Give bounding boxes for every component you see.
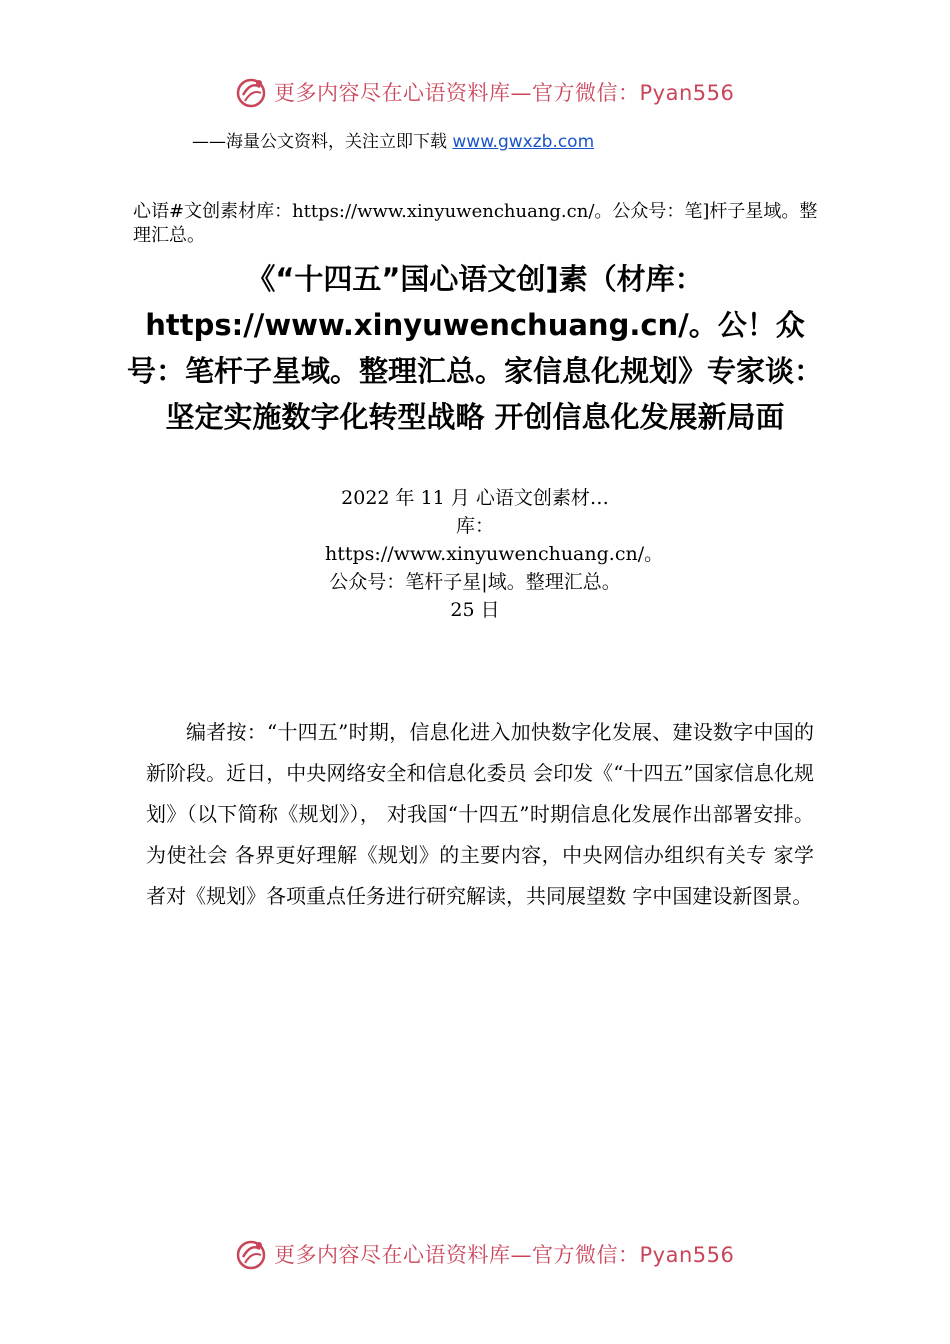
header-banner	[0, 70, 950, 114]
sub-banner	[192, 127, 594, 152]
brand-logo-icon	[234, 75, 268, 109]
editor-note-paragraph: 编者按：“十四五”时期，信息化进入加快数字化发展、建设数字中国的新阶段。近日，中央网络安全和信息化委员 会印发《“十四五”国家信息化规划》（以下简称《规划》）， 对我国“十四五”时期信息化发展作出部署安排。为使社会 各界更好理解《规划》的主要内容，中央网信办组织有关专 家学者对《规划》各项重点任务进行研究解读，共同展望数 字中国建设新图景。	[146, 720, 814, 908]
banner-text: 更多内容尽在心语资料库—官方微信：Pyan556	[274, 81, 735, 105]
website-link[interactable]: www.gwxzb.com	[452, 132, 595, 152]
sub-banner-text: ——海量公文资料，关注立即下载	[192, 132, 453, 152]
source-note: 心语#文创素材库：https://www.xinyuwenchuang.cn/。公众号：笔]杆子星域。整理汇总。	[133, 201, 818, 246]
footer-banner	[0, 1232, 950, 1276]
banner-text: 更多内容尽在心语资料库—官方微信：Pyan556	[274, 1243, 735, 1267]
document-title: 《“十四五”国心语文创]素（材库：https://www.xinyuwenchuang.cn/。公！众号：笔杆子星域。整理汇总。家信息化规划》专家谈：坚定实施数字化转型战略 开创信息化发展新局面	[126, 262, 823, 434]
brand-logo-icon	[234, 1237, 268, 1271]
document-date: 2022 年 11 月 心语文创素材…库：https://www.xinyuwenchuang.cn/。公众号：笔杆子星|域。整理汇总。25 日	[325, 487, 664, 621]
